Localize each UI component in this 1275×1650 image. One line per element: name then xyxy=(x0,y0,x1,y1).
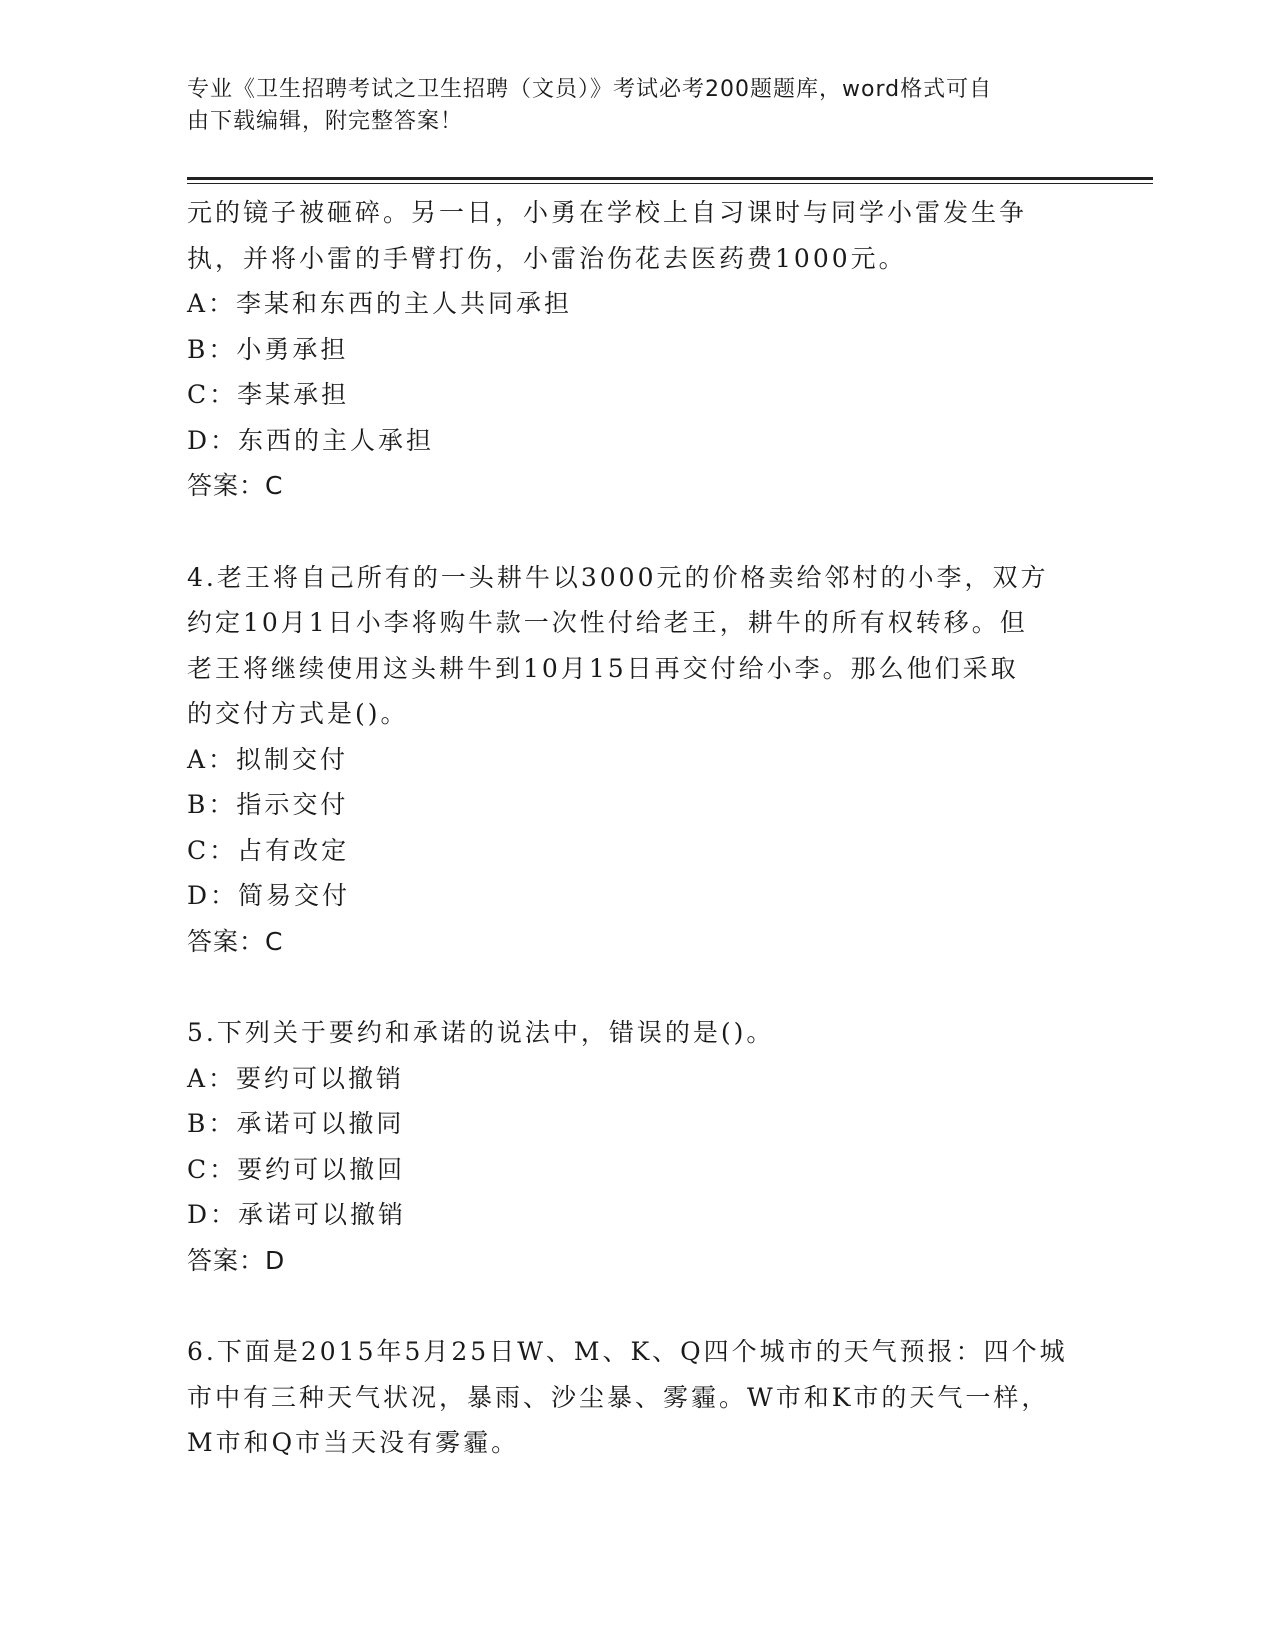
header-divider-thin xyxy=(187,183,1153,184)
question-list xyxy=(187,190,1087,1466)
question-stem-line: 6.下面是2015年5月25日W、M、K、Q四个城市的天气预报：四个城 xyxy=(187,1337,1068,1366)
option-c: C：李某承担 xyxy=(187,380,350,409)
question-stem-line: 的交付方式是()。 xyxy=(187,699,409,728)
header-line-1: 专业《卫生招聘考试之卫生招聘（文员）》考试必考200题题库，word格式可自 xyxy=(187,77,993,102)
option-a: A：要约可以撤销 xyxy=(187,1063,405,1093)
option-b: B：小勇承担 xyxy=(187,334,349,364)
question-stem-line: 老王将继续使用这头耕牛到10月15日再交付给小李。那么他们采取 xyxy=(187,653,1019,683)
option-a: A：李某和东西的主人共同承担 xyxy=(187,289,573,318)
option-d: D：东西的主人承担 xyxy=(187,425,435,455)
answer-line: 答案：D xyxy=(187,1245,286,1275)
question-stem-line: M市和Q市当天没有雾霾。 xyxy=(187,1428,520,1457)
header-line-2: 由下载编辑，附完整答案！ xyxy=(187,109,464,134)
question-stem-line: 元的镜子被砸碎。另一日，小勇在学校上自习课时与同学小雷发生争 xyxy=(187,198,1028,227)
document-header xyxy=(187,74,1067,138)
option-a: A：拟制交付 xyxy=(187,744,349,774)
question-3 xyxy=(187,190,1087,509)
question-stem-line: 执，并将小雷的手臂打伤，小雷治伤花去医药费1000元。 xyxy=(187,243,907,273)
option-d: D：简易交付 xyxy=(187,881,351,910)
answer-line: 答案：C xyxy=(187,926,284,956)
question-6 xyxy=(187,1329,1087,1466)
header-divider-thick xyxy=(187,177,1153,180)
question-5 xyxy=(187,1010,1087,1283)
question-stem-line: 市中有三种天气状况，暴雨、沙尘暴、雾霾。W市和K市的天气一样， xyxy=(187,1382,1050,1412)
answer-line: 答案：C xyxy=(187,471,284,500)
question-stem-line: 约定10月1日小李将购牛款一次性付给老王，耕牛的所有权转移。但 xyxy=(187,608,1028,637)
option-b: B：指示交付 xyxy=(187,790,349,819)
option-c: C：占有改定 xyxy=(187,835,350,865)
option-d: D：承诺可以撤销 xyxy=(187,1200,407,1229)
option-c: C：要约可以撤回 xyxy=(187,1154,406,1184)
option-b: B：承诺可以撤同 xyxy=(187,1109,405,1138)
question-stem-line: 5.下列关于要约和承诺的说法中，错误的是()。 xyxy=(187,1018,775,1047)
question-4 xyxy=(187,555,1087,965)
question-stem-line: 4.老王将自己所有的一头耕牛以3000元的价格卖给邻村的小李，双方 xyxy=(187,562,1049,592)
